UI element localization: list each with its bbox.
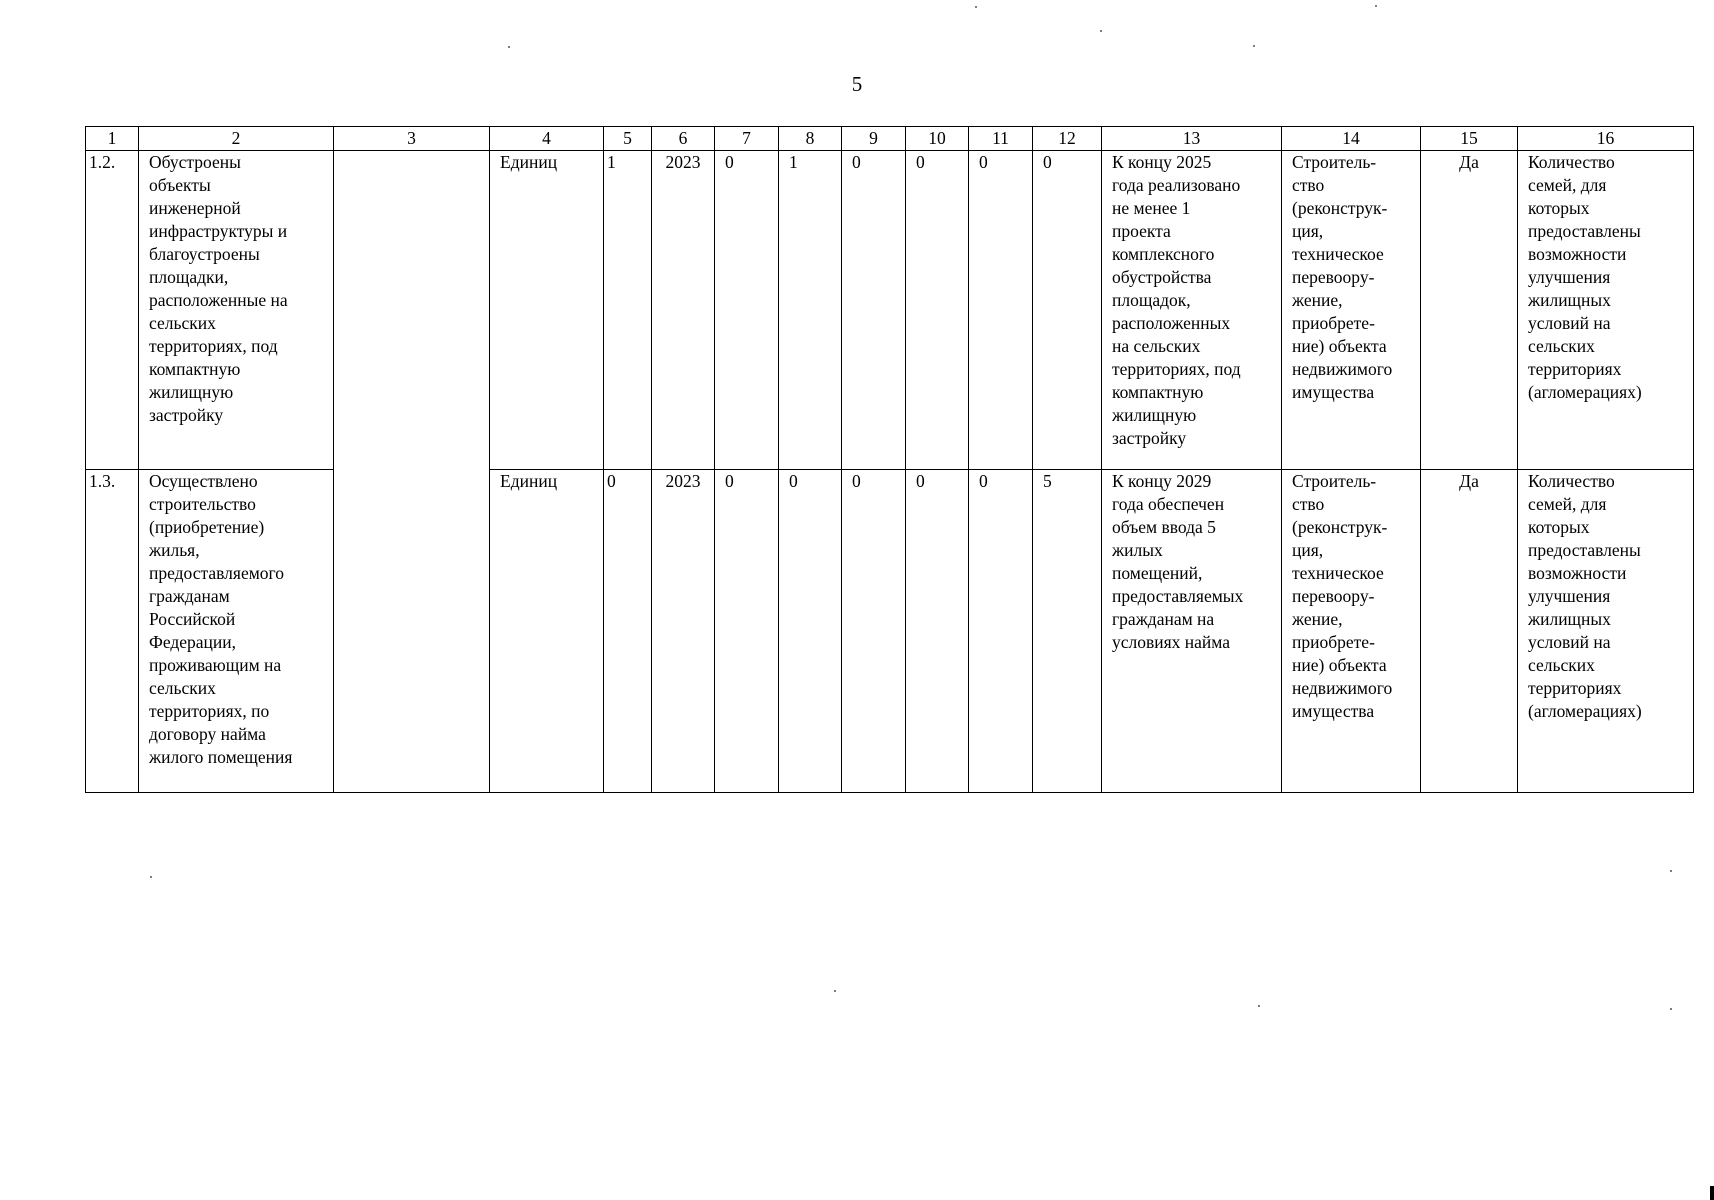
scan-speck	[1100, 30, 1102, 32]
results-table	[85, 126, 1694, 793]
column-header: 11	[969, 127, 1033, 151]
column-header: 1	[86, 127, 139, 151]
column-header: 10	[906, 127, 969, 151]
unit-cell: Единиц	[490, 151, 604, 470]
flag-cell: Да	[1421, 470, 1518, 793]
value-cell: 1	[779, 151, 842, 470]
column-3-cell	[334, 151, 490, 793]
base-value-cell: 1	[604, 151, 652, 470]
scan-speck	[1258, 1005, 1260, 1007]
value-cell: 0	[842, 470, 906, 793]
base-year-cell: 2023	[652, 470, 715, 793]
scan-speck	[975, 6, 977, 8]
column-header: 5	[604, 127, 652, 151]
scan-speck	[1253, 45, 1255, 47]
base-value-cell: 0	[604, 470, 652, 793]
value-cell: 0	[969, 151, 1033, 470]
base-year-cell: 2023	[652, 151, 715, 470]
column-header: 6	[652, 127, 715, 151]
column-header: 7	[715, 127, 779, 151]
column-header: 13	[1102, 127, 1282, 151]
indicator-cell: Количество семей, для которых предоставлены возможности улучшения жилищных условий на сельских территориях (агломерациях)	[1518, 151, 1694, 470]
value-cell: 0	[715, 151, 779, 470]
result-type: Строитель- ство (реконструк- ция, техническое перевоору- жение, приобрете- ние) объекта недвижимого имущества	[1282, 151, 1421, 470]
indicator-cell: Количество семей, для которых предоставлены возможности улучшения жилищных условий на сельских территориях (агломерациях)	[1518, 470, 1694, 793]
column-header: 2	[139, 127, 334, 151]
table-row	[86, 470, 1694, 793]
value-cell: 0	[906, 151, 969, 470]
row-number: 1.2.	[86, 151, 139, 470]
row-number: 1.3.	[86, 470, 139, 793]
scan-speck	[1670, 1008, 1672, 1010]
flag-cell: Да	[1421, 151, 1518, 470]
value-cell: 0	[1033, 151, 1102, 470]
result-name: Обустроены объекты инженерной инфраструктуры и благоустроены площадки, расположенные на сельских территориях, под компактную жилищную застройку	[139, 151, 334, 470]
value-cell: 0	[906, 470, 969, 793]
value-cell: 0	[779, 470, 842, 793]
column-header: 12	[1033, 127, 1102, 151]
value-cell: 0	[969, 470, 1033, 793]
column-header: 16	[1518, 127, 1694, 151]
value-cell: 0	[842, 151, 906, 470]
unit-cell: Единиц	[490, 470, 604, 793]
scan-speck	[834, 990, 836, 992]
column-header: 15	[1421, 127, 1518, 151]
column-header: 14	[1282, 127, 1421, 151]
result-type: Строитель- ство (реконструк- ция, техническое перевоору- жение, приобрете- ние) объекта недвижимого имущества	[1282, 470, 1421, 793]
column-number-row	[86, 127, 1694, 151]
value-cell: 0	[715, 470, 779, 793]
page-number: 5	[851, 72, 863, 96]
scan-edge-mark	[1710, 1186, 1714, 1200]
column-header: 9	[842, 127, 906, 151]
table-row	[86, 151, 1694, 470]
column-header: 4	[490, 127, 604, 151]
scan-speck	[1670, 870, 1672, 872]
value-cell: 5	[1033, 470, 1102, 793]
scan-speck	[508, 46, 510, 48]
scan-speck	[150, 876, 152, 878]
column-header: 8	[779, 127, 842, 151]
scan-speck	[1375, 5, 1377, 7]
result-description: К концу 2025 года реализовано не менее 1 проекта комплексного обустройства площадок, расположенных на сельских территориях, под компактную жилищную застройку	[1102, 151, 1282, 470]
result-description: К концу 2029 года обеспечен объем ввода 5 жилых помещений, предоставляемых гражданам на условиях найма	[1102, 470, 1282, 793]
column-header: 3	[334, 127, 490, 151]
result-name: Осуществлено строительство (приобретение) жилья, предоставляемого гражданам Российской Федерации, проживающим на сельских территориях, по договору найма жилого помещения	[139, 470, 334, 793]
